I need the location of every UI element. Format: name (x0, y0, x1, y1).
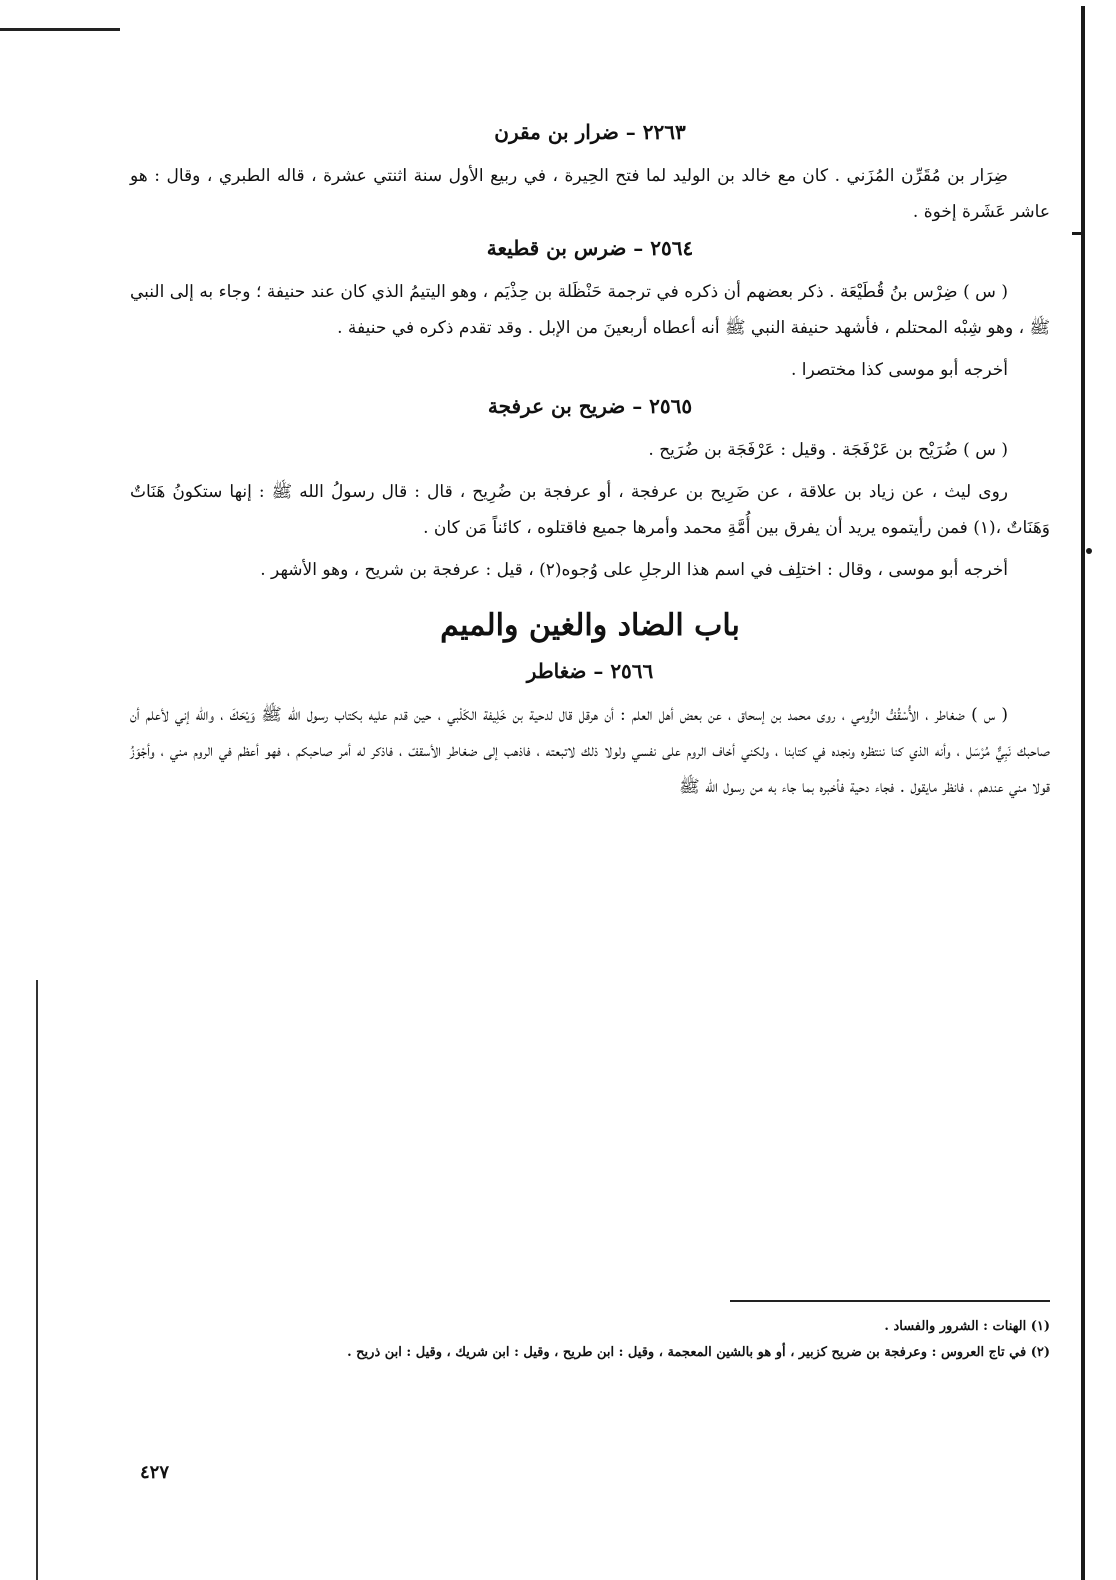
scan-edge-right (1081, 6, 1085, 1580)
chapter-title: باب الضاد والغين والميم (440, 608, 740, 643)
page-body (130, 120, 1050, 811)
entry-2565 (130, 394, 1050, 588)
scan-dot (1086, 548, 1092, 554)
entry-paragraph: أخرجه أبو موسى كذا مختصرا . (791, 360, 1008, 380)
entry-paragraph: ( س ) ضُرَيْح بن عَرْفَجَة . وقيل : عَرْفَجَة بن ضُرَيح . (648, 440, 1008, 460)
footnote: (٢) في تاج العروس : وعرفجة بن ضريح كزبير ، أو هو بالشين المعجمة ، وقيل : ابن طريح ، وقيل : ابن شريك ، وقيل : ابن ذريح . (347, 1345, 1050, 1360)
entry-2564 (130, 236, 1050, 388)
entry-paragraph: ضِرَار بن مُقَرِّن المُزَني . كان مع خالد بن الوليد لما فتح الحِيرة ، في ربيع الأول سنة اثنتي عشرة ، قاله الطبري ، وقال : هو عاشر عَشَرة إخوة . (130, 166, 1050, 222)
entry-title: ٢٢٦٣ – ضرار بن مقرن (494, 120, 686, 144)
entry-2566 (130, 659, 1050, 805)
entry-title: ٢٥٦٤ – ضرس بن قطيعة (486, 236, 694, 260)
entry-paragraph: روى ليث ، عن زياد بن علاقة ، عن ضَرِيح بن عرفجة ، أو عرفجة بن ضُرِيح ، قال : قال رسولُ الله ﷺ : إنها ستكونُ هَنَاتٌ وَهَنَاتٌ ،(١) فمن رأيتموه يريد أن يفرق بين أُمَّةِ محمد وأمرها جميع فاقتلوه ، كائناً مَن كان . (130, 482, 1050, 538)
footnote-rule (730, 1300, 1050, 1302)
entry-title: ٢٥٦٥ – ضريح بن عرفجة (487, 394, 693, 418)
entry-paragraph: أخرجه أبو موسى ، وقال : اختلِف في اسم هذا الرجلِ على وُجوه(٢) ، قيل : عرفجة بن شريح ، وهو الأشهر . (260, 560, 1008, 580)
entry-paragraph: ( س ) ضِرْس بنُ قُطَيْعَة . ذكر بعضهم أن ذكره في ترجمة حَنْظَلة بن حِذْيَم ، وهو اليتيمُ الذي كان عند حنيفة ؛ وجاء به إلى النبي ﷺ ، وهو شِبْه المحتلم ، فأشهد حنيفة النبي ﷺ أنه أعطاه أربعينَ من الإبل . وقد تقدم ذكره في حنيفة . (130, 282, 1050, 338)
page-number: ٤٢٧ (140, 1462, 170, 1483)
footnotes (130, 1300, 1050, 1366)
scan-tick (1072, 232, 1082, 235)
scan-edge-left (36, 980, 38, 1580)
entry-title: ٢٥٦٦ – ضغاطر (526, 659, 654, 683)
entry-paragraph: ( س ) ضغاطر ، الأُسْقُفُّ الرُّومي ، روى محمد بن إسحاق ، عن بعض أهل العلم : أن هرقل قال لدحية بن خَلِيفة الكَلْبي ، حين قدم عليه بكتاب رسول الله ﷺ وَيْحَكَ ، والله إني لأعلم أن صاحبك نَبِيٌّ مُرْسَل ، وأنه الذي كنا ننتظره ونجده في كتابنا ، ولكني أخاف الروم على نفسي ولولا ذلك لاتبعته ، فاذهب إلى ضغاطر الأسقفّ ، فاذكر له أمر صاحبكم ، فهو أعظم في الروم مني ، وأجْوَزُ قولا مني عندهم ، فانظر مايقول . فجاء دحية فأخبره بما جاء به من رسول الله ﷺ (130, 705, 1050, 797)
footnote: (١) الهنات : الشرور والفساد . (884, 1319, 1050, 1334)
scan-edge-top (0, 28, 120, 31)
entry-2263 (130, 120, 1050, 230)
